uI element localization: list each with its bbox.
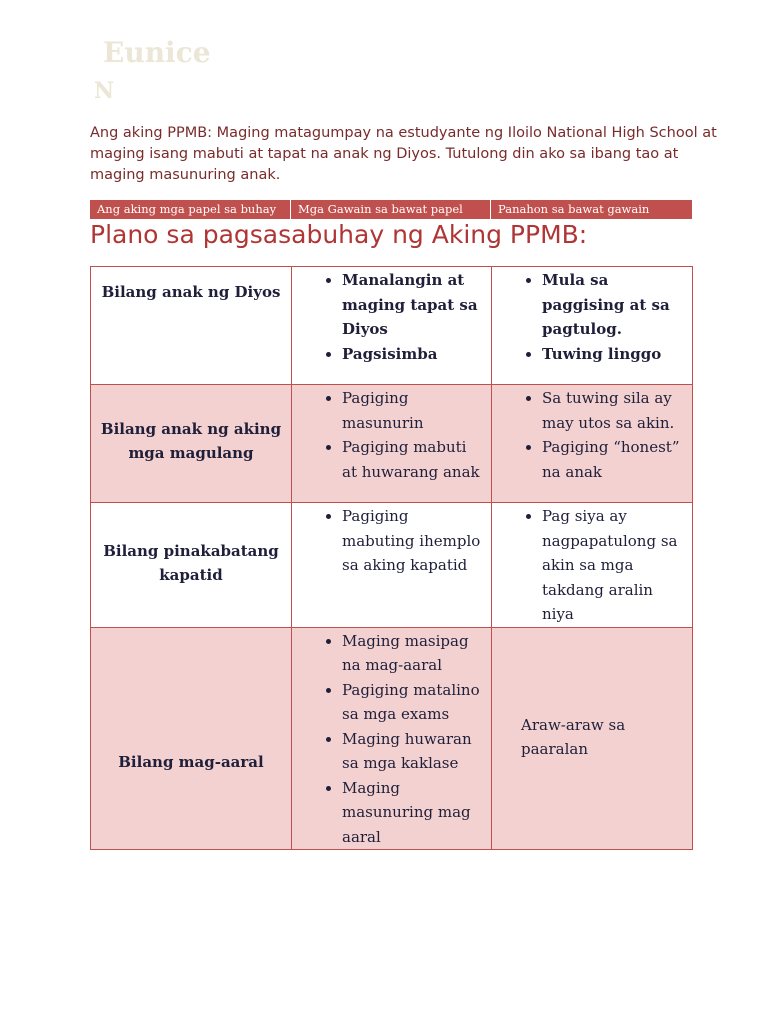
times-cell — [492, 627, 693, 850]
list-item: • Maging masunuring mag aaral — [342, 776, 485, 850]
list-item: • Maging masipag na mag-aaral — [342, 629, 485, 678]
header-activities: Mga Gawain sa bawat papel — [291, 200, 491, 219]
list-item: • Sa tuwing sila ay may utos sa akin. — [542, 386, 686, 435]
list-item: • Pagsisimba — [342, 342, 485, 367]
list-item: • Pag siya ay nagpapatulong sa akin sa mga takdang aralin niya — [542, 504, 686, 627]
list-item: • Pagiging mabuting ihemplo sa aking kapatid — [342, 504, 485, 578]
list-item: • Tuwing linggo — [542, 342, 686, 367]
list-item: • Pagiging mabuti at huwarang anak — [342, 435, 485, 484]
table-row — [91, 627, 693, 850]
activities-cell — [292, 385, 492, 503]
activities-cell — [292, 267, 492, 385]
table-row — [91, 385, 693, 503]
time-text: Araw-araw sa paaralan — [521, 715, 626, 758]
role-label: Bilang anak ng Diyos — [101, 282, 281, 301]
table-row — [91, 503, 693, 628]
role-label: Bilang pinakabatang kapatid — [103, 541, 279, 584]
role-label: Bilang anak ng aking mga magulang — [100, 420, 282, 462]
header-roles: Ang aking mga papel sa buhay — [90, 200, 291, 219]
role-cell — [91, 267, 292, 385]
ppmb-table — [90, 266, 693, 850]
times-cell — [492, 267, 693, 385]
list-item: • Mula sa paggising at sa pagtulog. — [542, 268, 686, 342]
list-item: • Pagiging masunurin — [342, 386, 485, 435]
table-header-bar — [90, 200, 692, 219]
list-item: • Pagiging “honest” na anak — [542, 435, 686, 484]
times-cell — [492, 503, 693, 628]
list-item: • Maging huwaran sa mga kaklase — [342, 727, 485, 776]
header-times: Panahon sa bawat gawain — [498, 202, 650, 216]
table-row — [91, 267, 693, 385]
list-item: • Manalangin at maging tapat sa Diyos — [342, 268, 485, 342]
role-label: Bilang mag-aaral — [118, 752, 264, 771]
role-cell — [91, 385, 292, 503]
ppmb-intro: Ang aking PPMB: Maging matagumpay na estudyante ng Iloilo National High School at maging isang mabuti at tapat na anak ng Diyos. Tutulong din ako sa ibang tao at maging masunuring anak. — [90, 125, 717, 183]
activities-cell — [292, 503, 492, 628]
plan-title: Plano sa pagsasabuhay ng Aking PPMB: — [90, 220, 588, 249]
list-item: • Pagiging matalino sa mga exams — [342, 678, 485, 727]
role-cell — [91, 503, 292, 628]
role-cell — [91, 627, 292, 850]
times-cell — [492, 385, 693, 503]
activities-cell — [292, 627, 492, 850]
author-cut-initial: N — [94, 78, 115, 104]
author-name: Eunice — [103, 36, 211, 69]
